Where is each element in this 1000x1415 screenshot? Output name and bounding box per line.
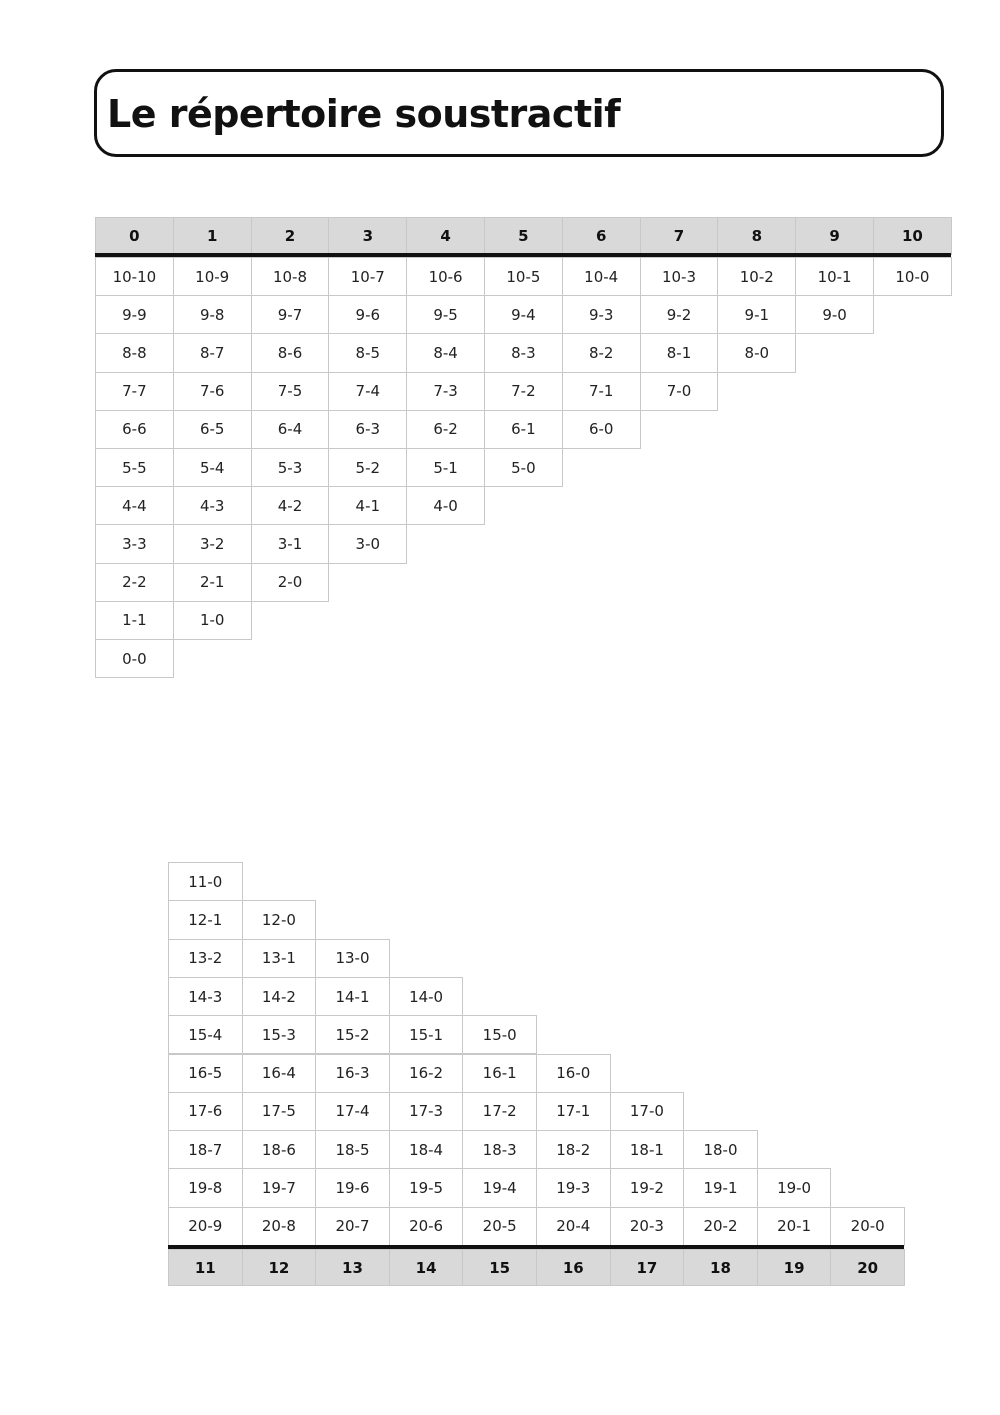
table-cell: 20-8 <box>242 1207 317 1246</box>
table-cell: 16-3 <box>315 1054 390 1093</box>
table-cell: 12-0 <box>242 900 317 939</box>
table-cell: 7-5 <box>251 372 330 411</box>
table-cell: 18-5 <box>315 1130 390 1169</box>
header-cell: 4 <box>406 217 485 255</box>
table-cell: 8-3 <box>484 333 563 372</box>
footer-cell: 20 <box>830 1249 905 1286</box>
table-cell: 10-0 <box>873 257 952 296</box>
table-cell: 19-6 <box>315 1168 390 1207</box>
table-cell: 20-2 <box>683 1207 758 1246</box>
table-cell: 8-6 <box>251 333 330 372</box>
table-cell: 13-0 <box>315 939 390 978</box>
table-cell: 15-2 <box>315 1015 390 1054</box>
table-cell: 19-0 <box>757 1168 832 1207</box>
footer-cell: 12 <box>242 1249 317 1286</box>
table-cell: 9-3 <box>562 295 641 334</box>
footer-cell: 16 <box>536 1249 611 1286</box>
table-cell: 7-6 <box>173 372 252 411</box>
table-cell: 9-7 <box>251 295 330 334</box>
table-cell: 16-5 <box>168 1054 243 1093</box>
table-cell: 8-1 <box>640 333 719 372</box>
table-cell: 18-3 <box>462 1130 537 1169</box>
table-cell: 10-3 <box>640 257 719 296</box>
table-cell: 10-7 <box>328 257 407 296</box>
table-cell: 4-1 <box>328 486 407 525</box>
footer-cell: 14 <box>389 1249 464 1286</box>
table-cell: 14-3 <box>168 977 243 1016</box>
table-cell: 1-0 <box>173 601 252 640</box>
footer-cell: 13 <box>315 1249 390 1286</box>
table-cell: 17-4 <box>315 1092 390 1131</box>
table-cell: 2-2 <box>95 563 174 602</box>
table-cell: 18-1 <box>610 1130 685 1169</box>
table-cell: 7-4 <box>328 372 407 411</box>
table-cell: 3-3 <box>95 524 174 563</box>
table-cell: 20-9 <box>168 1207 243 1246</box>
table-cell: 20-4 <box>536 1207 611 1246</box>
header-cell: 1 <box>173 217 252 255</box>
header-cell: 10 <box>873 217 952 255</box>
table-cell: 20-1 <box>757 1207 832 1246</box>
table-cell: 2-1 <box>173 563 252 602</box>
table-cell: 9-5 <box>406 295 485 334</box>
table-cell: 18-4 <box>389 1130 464 1169</box>
table-cell: 6-6 <box>95 410 174 449</box>
table-cell: 4-3 <box>173 486 252 525</box>
table-cell: 17-5 <box>242 1092 317 1131</box>
table-cell: 9-8 <box>173 295 252 334</box>
table-cell: 1-1 <box>95 601 174 640</box>
table-cell: 15-4 <box>168 1015 243 1054</box>
table-cell: 8-0 <box>717 333 796 372</box>
table-cell: 20-6 <box>389 1207 464 1246</box>
table-cell: 8-7 <box>173 333 252 372</box>
table-cell: 7-1 <box>562 372 641 411</box>
table-cell: 7-2 <box>484 372 563 411</box>
table-cell: 7-0 <box>640 372 719 411</box>
footer-cell: 18 <box>683 1249 758 1286</box>
table-cell: 16-4 <box>242 1054 317 1093</box>
table-cell: 10-10 <box>95 257 174 296</box>
table-cell: 6-0 <box>562 410 641 449</box>
table-cell: 12-1 <box>168 900 243 939</box>
table-cell: 15-3 <box>242 1015 317 1054</box>
table-cell: 3-1 <box>251 524 330 563</box>
table-cell: 18-7 <box>168 1130 243 1169</box>
table-cell: 16-1 <box>462 1054 537 1093</box>
header-cell: 0 <box>95 217 174 255</box>
table-cell: 10-2 <box>717 257 796 296</box>
table-cell: 8-5 <box>328 333 407 372</box>
footer-cell: 17 <box>610 1249 685 1286</box>
table-cell: 10-5 <box>484 257 563 296</box>
table-cell: 6-4 <box>251 410 330 449</box>
table-cell: 4-2 <box>251 486 330 525</box>
table-cell: 3-2 <box>173 524 252 563</box>
header-cell: 2 <box>251 217 330 255</box>
header-cell: 8 <box>717 217 796 255</box>
table-cell: 10-6 <box>406 257 485 296</box>
table-cell: 5-1 <box>406 448 485 487</box>
table-cell: 13-1 <box>242 939 317 978</box>
table-cell: 9-4 <box>484 295 563 334</box>
table-cell: 6-3 <box>328 410 407 449</box>
table-cell: 6-1 <box>484 410 563 449</box>
table-cell: 17-6 <box>168 1092 243 1131</box>
table-cell: 3-0 <box>328 524 407 563</box>
table-cell: 9-1 <box>717 295 796 334</box>
table-cell: 14-1 <box>315 977 390 1016</box>
table-cell: 19-8 <box>168 1168 243 1207</box>
table-cell: 9-9 <box>95 295 174 334</box>
table-cell: 4-0 <box>406 486 485 525</box>
table-cell: 10-1 <box>795 257 874 296</box>
footer-cell: 11 <box>168 1249 243 1286</box>
table-cell: 17-2 <box>462 1092 537 1131</box>
table-cell: 16-2 <box>389 1054 464 1093</box>
table-cell: 9-6 <box>328 295 407 334</box>
footer-cell: 19 <box>757 1249 832 1286</box>
table-cell: 14-0 <box>389 977 464 1016</box>
table-cell: 20-0 <box>830 1207 905 1246</box>
table-cell: 7-3 <box>406 372 485 411</box>
table-cell: 19-2 <box>610 1168 685 1207</box>
table-cell: 20-5 <box>462 1207 537 1246</box>
table-cell: 18-6 <box>242 1130 317 1169</box>
table-cell: 13-2 <box>168 939 243 978</box>
header-cell: 6 <box>562 217 641 255</box>
table-cell: 19-5 <box>389 1168 464 1207</box>
table-cell: 5-2 <box>328 448 407 487</box>
table-cell: 0-0 <box>95 639 174 678</box>
table-cell: 9-2 <box>640 295 719 334</box>
table-cell: 11-0 <box>168 862 243 901</box>
table-cell: 10-4 <box>562 257 641 296</box>
table-cell: 17-0 <box>610 1092 685 1131</box>
table-cell: 19-4 <box>462 1168 537 1207</box>
page-title: Le répertoire soustractif <box>107 92 621 136</box>
table-cell: 17-3 <box>389 1092 464 1131</box>
table-cell: 18-0 <box>683 1130 758 1169</box>
table-cell: 19-7 <box>242 1168 317 1207</box>
table-cell: 8-4 <box>406 333 485 372</box>
table-cell: 5-4 <box>173 448 252 487</box>
table-cell: 18-2 <box>536 1130 611 1169</box>
table-cell: 2-0 <box>251 563 330 602</box>
table-cell: 5-5 <box>95 448 174 487</box>
table-cell: 20-3 <box>610 1207 685 1246</box>
table-cell: 15-0 <box>462 1015 537 1054</box>
table-cell: 10-9 <box>173 257 252 296</box>
table-cell: 4-4 <box>95 486 174 525</box>
table-cell: 19-1 <box>683 1168 758 1207</box>
table-cell: 19-3 <box>536 1168 611 1207</box>
header-cell: 7 <box>640 217 719 255</box>
table-cell: 17-1 <box>536 1092 611 1131</box>
table-cell: 5-0 <box>484 448 563 487</box>
title-box <box>94 69 944 157</box>
table-cell: 6-5 <box>173 410 252 449</box>
footer-cell: 15 <box>462 1249 537 1286</box>
header-cell: 9 <box>795 217 874 255</box>
table-cell: 5-3 <box>251 448 330 487</box>
table-cell: 16-0 <box>536 1054 611 1093</box>
table-cell: 8-2 <box>562 333 641 372</box>
table-cell: 8-8 <box>95 333 174 372</box>
table-cell: 20-7 <box>315 1207 390 1246</box>
table-cell: 14-2 <box>242 977 317 1016</box>
header-cell: 3 <box>328 217 407 255</box>
table-cell: 15-1 <box>389 1015 464 1054</box>
table-cell: 9-0 <box>795 295 874 334</box>
header-cell: 5 <box>484 217 563 255</box>
table-cell: 6-2 <box>406 410 485 449</box>
table-cell: 7-7 <box>95 372 174 411</box>
table-cell: 10-8 <box>251 257 330 296</box>
